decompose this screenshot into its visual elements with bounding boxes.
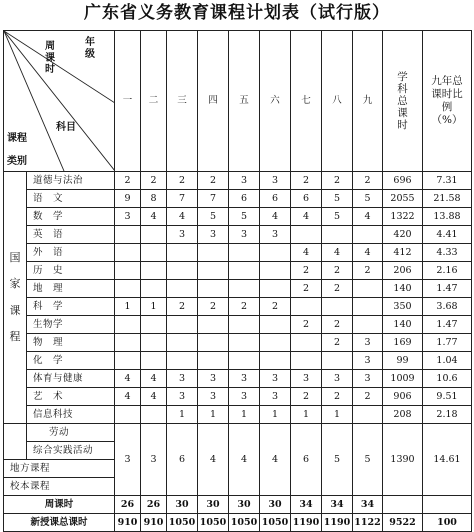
subject-local: 地方课程 [4,460,115,478]
hour-cell [198,280,229,298]
hour-cell: 5 [322,190,353,208]
hour-cell [291,226,322,244]
total-cell: 412 [383,244,423,262]
hour-cell [260,316,291,334]
hour-cell [141,226,167,244]
hour-cell: 3 [229,172,260,190]
subject-name: 地 理 [27,280,115,298]
week-total-empty [383,496,423,514]
hour-cell: 1 [141,298,167,316]
table-row [4,352,472,370]
hour-cell: 2 [322,280,353,298]
hour-cell: 2 [291,388,322,406]
hour-cell-merged: 4 [260,424,291,496]
ratio-cell-merged: 14.61 [423,424,472,496]
hour-cell [353,316,383,334]
ratio-cell: 4.33 [423,244,472,262]
table-row [4,424,472,442]
hour-cell [229,280,260,298]
table-row [4,334,472,352]
corner-grade: 年级 [85,37,95,60]
hour-cell: 8 [141,190,167,208]
subject-name: 数 学 [27,208,115,226]
subject-name: 化 学 [27,352,115,370]
hour-cell: 1 [167,406,198,424]
ratio-cell: 3.68 [423,298,472,316]
week-total-cell: 30 [260,496,291,514]
hour-cell: 3 [353,370,383,388]
subject-name: 信息科技 [27,406,115,424]
hour-cell: 3 [198,370,229,388]
grade-header-3: 三 [167,31,198,172]
hour-cell: 4 [141,388,167,406]
week-total-cell: 34 [291,496,322,514]
hour-cell: 3 [353,352,383,370]
week-total-cell: 26 [115,496,141,514]
table-row [4,226,472,244]
subject-name: 物 理 [27,334,115,352]
hour-cell [115,352,141,370]
hour-cell-merged: 6 [291,424,322,496]
hour-cell [229,262,260,280]
ratio-cell: 10.6 [423,370,472,388]
total-hours-header [383,31,423,172]
category-cell [4,172,27,424]
category-national: 国家课程 [9,250,21,343]
hour-cell: 2 [260,298,291,316]
subject-name: 外 语 [27,244,115,262]
hour-cell: 4 [291,244,322,262]
hour-cell: 4 [115,388,141,406]
hour-cell: 3 [167,388,198,406]
total-cell: 206 [383,262,423,280]
corner-diagonals [4,31,115,171]
ratio-cell: 13.88 [423,208,472,226]
total-hours-header-text: 学科总课时 [397,70,408,132]
new-total-cell: 1190 [291,514,322,532]
week-total-empty [423,496,472,514]
ratio-cell: 1.47 [423,316,472,334]
hour-cell [167,244,198,262]
hour-cell-merged: 4 [229,424,260,496]
new-total-cell: 910 [141,514,167,532]
subject-name: 科 学 [27,298,115,316]
hour-cell: 3 [167,370,198,388]
hour-cell [353,226,383,244]
hour-cell: 1 [260,406,291,424]
subject-name: 历 史 [27,262,115,280]
hour-cell [115,244,141,262]
total-cell: 906 [383,388,423,406]
subject-name: 艺 术 [27,388,115,406]
hour-cell [141,316,167,334]
hour-cell: 3 [229,388,260,406]
hour-cell-merged: 4 [198,424,229,496]
hour-cell [291,352,322,370]
subject-school: 校本课程 [4,478,115,496]
ratio-cell: 1.47 [423,280,472,298]
week-total-cell: 30 [198,496,229,514]
hour-cell: 2 [167,172,198,190]
table-row [4,370,472,388]
hour-cell [167,334,198,352]
hour-cell: 4 [291,208,322,226]
hour-cell: 6 [291,190,322,208]
hour-cell: 2 [167,298,198,316]
hour-cell: 4 [353,244,383,262]
week-total-cell: 30 [229,496,260,514]
grade-header-1: 一 [115,31,141,172]
total-cell: 99 [383,352,423,370]
hour-cell: 2 [291,262,322,280]
table-row [4,280,472,298]
hour-cell-merged: 3 [115,424,141,496]
hour-cell [115,280,141,298]
ratio-header-text: 九年总课时比例（%） [431,74,463,127]
hour-cell: 4 [141,370,167,388]
hour-cell [229,316,260,334]
hour-cell: 2 [322,388,353,406]
hour-cell: 3 [260,226,291,244]
hour-cell: 5 [198,208,229,226]
hour-cell [322,298,353,316]
hour-cell [322,226,353,244]
hour-cell: 3 [322,370,353,388]
hour-cell: 2 [141,172,167,190]
table-row [4,262,472,280]
corner-category: 类别 [7,156,27,167]
hour-cell: 2 [229,298,260,316]
hour-cell: 4 [115,370,141,388]
hour-cell [167,280,198,298]
hour-cell [198,352,229,370]
ratio-cell: 21.58 [423,190,472,208]
total-cell: 1009 [383,370,423,388]
total-cell-merged: 1390 [383,424,423,496]
grade-header-2: 二 [141,31,167,172]
new-total-label: 新授课总课时 [4,514,115,532]
table-row [4,298,472,316]
week-total-cell: 26 [141,496,167,514]
hour-cell [115,262,141,280]
total-cell: 420 [383,226,423,244]
hour-cell [260,334,291,352]
hour-cell: 3 [229,226,260,244]
table-row [4,316,472,334]
hour-cell [198,262,229,280]
hour-cell: 3 [115,208,141,226]
hour-cell [260,352,291,370]
total-cell: 140 [383,280,423,298]
hour-cell [141,352,167,370]
hour-cell: 3 [260,172,291,190]
ratio-cell: 2.16 [423,262,472,280]
hour-cell [141,406,167,424]
hour-cell: 2 [322,334,353,352]
hour-cell [141,280,167,298]
subject-labour: 劳动 [27,424,115,442]
corner-course: 课程 [7,133,27,144]
ratio-header [423,31,472,172]
grade-header-7: 七 [291,31,322,172]
total-cell: 169 [383,334,423,352]
hour-cell [198,316,229,334]
hour-cell: 4 [322,244,353,262]
page-title: 广东省义务教育课程计划表（试行版） [84,3,390,23]
grade-header-8: 八 [322,31,353,172]
ratio-cell: 1.77 [423,334,472,352]
hour-cell [322,352,353,370]
hour-cell [291,298,322,316]
week-total-cell: 30 [167,496,198,514]
table-row [4,388,472,406]
total-cell: 696 [383,172,423,190]
hour-cell: 3 [260,370,291,388]
hour-cell-merged: 5 [353,424,383,496]
ratio-cell: 1.04 [423,352,472,370]
hour-cell: 4 [141,208,167,226]
hour-cell [229,244,260,262]
hour-cell [353,406,383,424]
new-total-cell: 1050 [260,514,291,532]
total-cell: 1322 [383,208,423,226]
week-total-label: 周课时 [4,496,115,514]
category-blank [4,424,27,460]
ratio-cell: 7.31 [423,172,472,190]
hour-cell: 5 [353,190,383,208]
hour-cell: 3 [260,388,291,406]
hour-cell: 3 [198,388,229,406]
hour-cell: 1 [229,406,260,424]
hour-cell: 4 [167,208,198,226]
grade-header-9: 九 [353,31,383,172]
total-cell: 350 [383,298,423,316]
new-total-cell: 1122 [353,514,383,532]
week-total-cell: 34 [353,496,383,514]
hour-cell: 2 [291,280,322,298]
new-total-row [4,514,472,532]
hour-cell [229,334,260,352]
hour-cell [167,316,198,334]
hour-cell [115,334,141,352]
hour-cell: 2 [322,316,353,334]
new-total-cell: 1050 [167,514,198,532]
hour-cell: 1 [198,406,229,424]
subject-name: 体育与健康 [27,370,115,388]
hour-cell [260,262,291,280]
hour-cell-merged: 6 [167,424,198,496]
hour-cell: 1 [115,298,141,316]
hour-cell: 2 [353,388,383,406]
corner-week-hours: 周课时 [45,41,55,75]
hour-cell: 1 [291,406,322,424]
hour-cell: 3 [167,226,198,244]
total-cell: 140 [383,316,423,334]
ratio-cell: 4.41 [423,226,472,244]
hour-cell: 7 [198,190,229,208]
ratio-cell: 2.18 [423,406,472,424]
hour-cell [141,244,167,262]
hour-cell: 3 [291,370,322,388]
hour-cell: 3 [229,370,260,388]
subject-name: 生物学 [27,316,115,334]
hour-cell [198,244,229,262]
subject-name: 语 文 [27,190,115,208]
curriculum-table [3,30,472,532]
hour-cell [141,334,167,352]
hour-cell [260,244,291,262]
hour-cell [198,334,229,352]
hour-cell: 2 [198,298,229,316]
new-total-cell: 1190 [322,514,353,532]
table-row [4,172,472,190]
grade-header-6: 六 [260,31,291,172]
total-cell: 208 [383,406,423,424]
hour-cell: 5 [229,208,260,226]
table-row [4,406,472,424]
new-total-sum: 9522 [383,514,423,532]
week-total-cell: 34 [322,496,353,514]
hour-cell [141,262,167,280]
table-row [4,208,472,226]
hour-cell: 2 [115,172,141,190]
hour-cell [353,280,383,298]
grade-header-4: 四 [198,31,229,172]
hour-cell: 2 [198,172,229,190]
hour-cell: 2 [353,172,383,190]
subject-comprehensive: 综合实践活动 [27,442,115,460]
table-row [4,190,472,208]
hour-cell: 3 [198,226,229,244]
hour-cell [167,352,198,370]
hour-cell [115,316,141,334]
hour-cell: 2 [322,262,353,280]
hour-cell: 3 [353,334,383,352]
header-corner [4,31,115,172]
week-total-row [4,496,472,514]
hour-cell-merged: 3 [141,424,167,496]
hour-cell: 4 [353,208,383,226]
new-total-cell: 910 [115,514,141,532]
subject-name: 道德与法治 [27,172,115,190]
hour-cell: 6 [260,190,291,208]
hour-cell: 2 [291,316,322,334]
table-row [4,244,472,262]
subject-name: 英 语 [27,226,115,244]
hour-cell: 4 [260,208,291,226]
hour-cell [229,352,260,370]
hour-cell-merged: 5 [322,424,353,496]
new-total-ratio: 100 [423,514,472,532]
corner-subject: 科目 [56,122,76,133]
hour-cell [115,406,141,424]
hour-cell: 1 [322,406,353,424]
new-total-cell: 1050 [198,514,229,532]
hour-cell: 9 [115,190,141,208]
hour-cell [291,334,322,352]
ratio-cell: 9.51 [423,388,472,406]
grade-header-5: 五 [229,31,260,172]
total-cell: 2055 [383,190,423,208]
new-total-cell: 1050 [229,514,260,532]
hour-cell [167,262,198,280]
hour-cell [260,280,291,298]
hour-cell: 5 [322,208,353,226]
hour-cell [353,298,383,316]
hour-cell: 7 [167,190,198,208]
hour-cell: 2 [291,172,322,190]
hour-cell [115,226,141,244]
hour-cell: 2 [322,172,353,190]
hour-cell: 2 [353,262,383,280]
hour-cell: 6 [229,190,260,208]
